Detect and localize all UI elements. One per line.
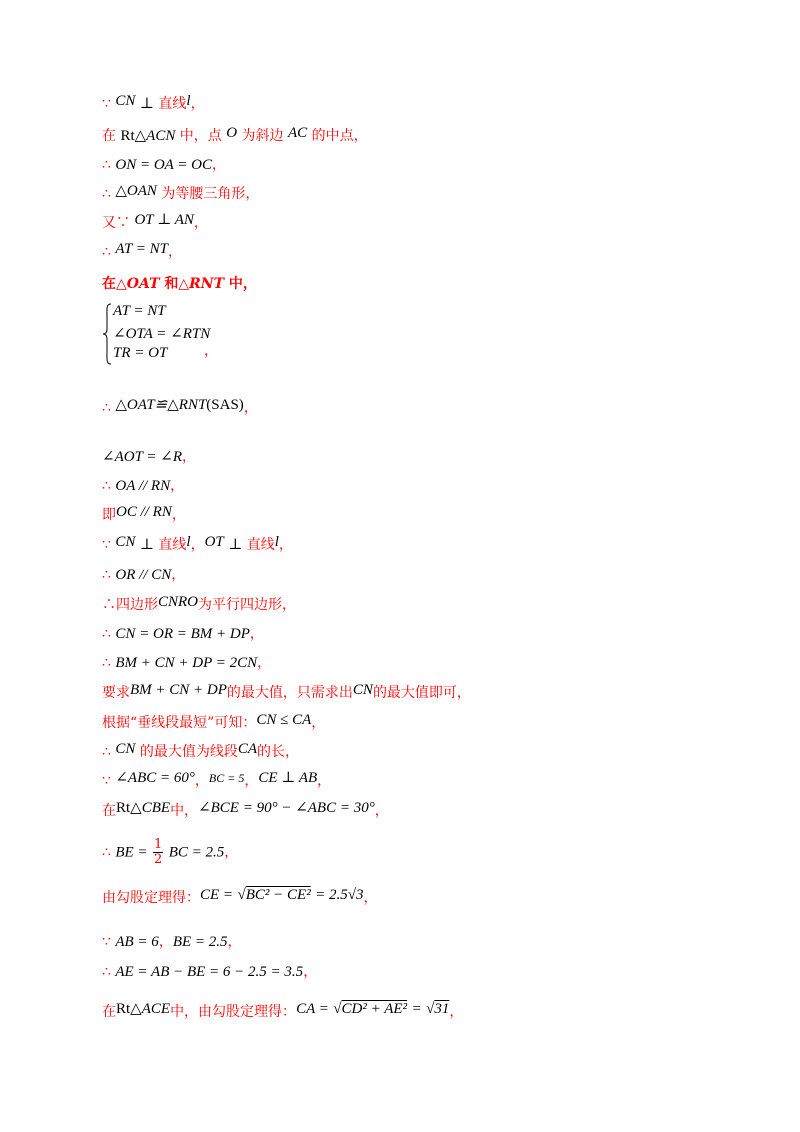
proof-line-19: ∴ CN 的最大值为线段CA的长， <box>102 741 299 760</box>
proof-line-15: ∴ CN = OR = BM + DP， <box>102 626 264 642</box>
proof-line-1: ∵ CN ⊥ 直线l， <box>102 93 205 112</box>
proof-line-9: ∠AOT = ∠R， <box>102 449 196 465</box>
proof-line-23: 由勾股定理得：CE = √BC² − CE² = 2.5√3， <box>102 887 378 906</box>
proof-line-12: ∵ CN ⊥ 直线l，OT ⊥ 直线l， <box>102 534 293 553</box>
proof-line-6: ∴ AT = NT， <box>102 241 183 260</box>
fraction-one-half: $\frac{1}{2}$ <box>154 837 163 867</box>
proof-line-22: ∴ BE = $\frac{1}{2}$ BC = 2.5， <box>102 837 239 867</box>
proof-line-2: 在 Rt△ACN 中，点 O 为斜边 AC 的中点， <box>102 125 368 144</box>
proof-line-14: ∴四边形CNRO为平行四边形， <box>102 594 297 613</box>
proof-line-16: ∴ BM + CN + DP = 2CN， <box>102 655 272 671</box>
system-row-3: TR = OT <box>113 345 168 361</box>
proof-line-8: ∴ △OAT≌△RNT(SAS)， <box>102 397 258 416</box>
proof-line-11: 即OC // RN， <box>102 504 186 523</box>
system-row-2: ∠OTA = ∠RTN <box>113 326 211 342</box>
proof-line-5: 又∵ OT ⊥ AN， <box>102 212 208 231</box>
proof-line-26: 在Rt△ACE中，由勾股定理得：CA = √CD² + AE² = √31， <box>102 1001 464 1020</box>
proof-line-20: ∵ ∠ABC = 60°，BC = 5，CE ⊥ AB， <box>102 770 332 789</box>
proof-line-7: 在△OAT 和△RNT 中， <box>102 276 257 292</box>
proof-line-18: 根据“垂线段最短”可知：CN ≤ CA， <box>102 712 326 731</box>
proof-line-3: ∴ ON = OA = OC， <box>102 157 227 173</box>
left-brace-icon <box>102 303 112 365</box>
proof-line-4: ∴ △OAN 为等腰三角形， <box>102 183 260 202</box>
proof-line-24: ∵ AB = 6，BE = 2.5， <box>102 934 242 950</box>
system-comma: ， <box>204 343 218 359</box>
proof-line-13: ∴ OR // CN， <box>102 567 186 583</box>
proof-line-17: 要求BM + CN + DP的最大值，只需求出CN的最大值即可， <box>102 682 471 701</box>
proof-line-21: 在Rt△CBE中，∠BCE = 90° − ∠ABC = 30°， <box>102 800 389 819</box>
proof-line-25: ∴ AE = AB − BE = 6 − 2.5 = 3.5， <box>102 964 318 980</box>
system-row-1: AT = NT <box>113 303 166 319</box>
proof-line-10: ∴ OA // RN， <box>102 478 185 494</box>
